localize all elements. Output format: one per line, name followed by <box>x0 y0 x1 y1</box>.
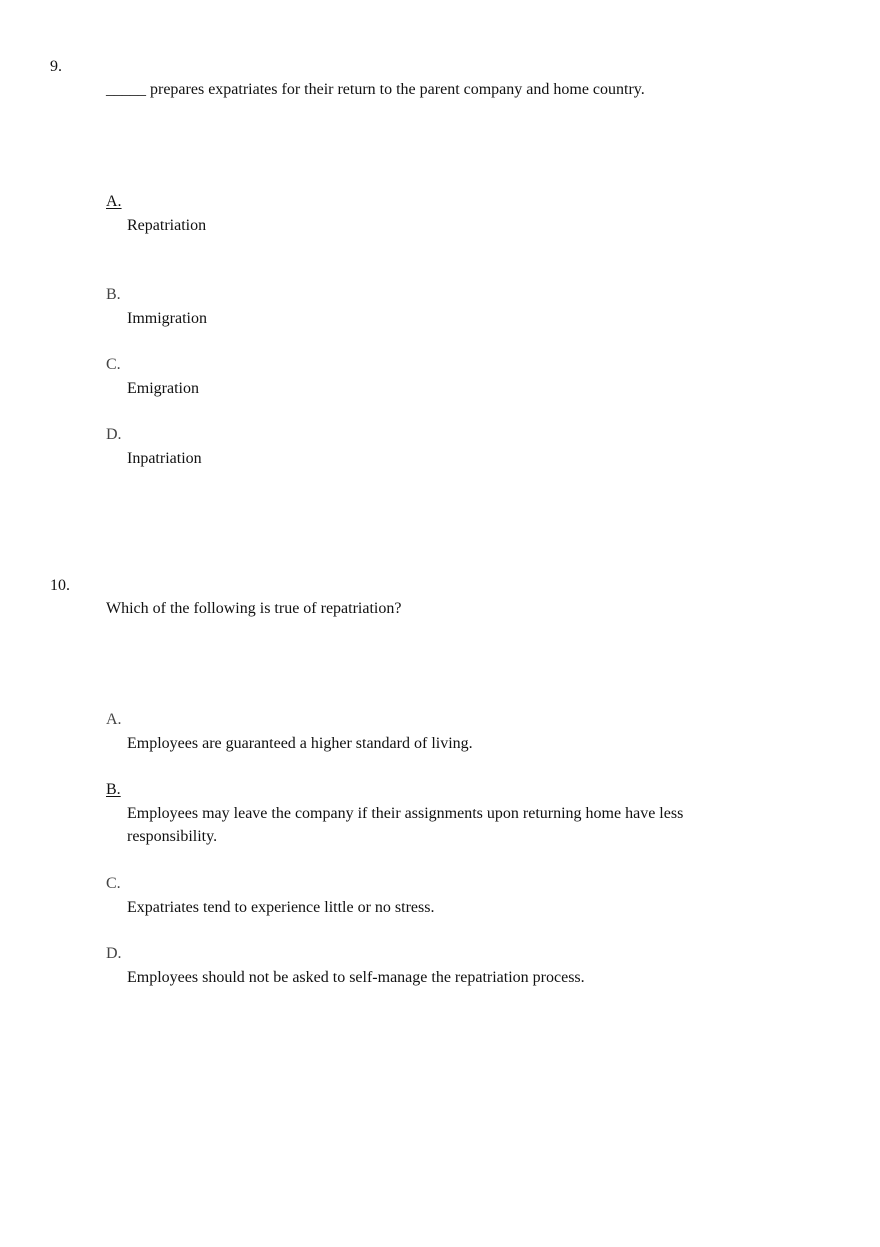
option-a[interactable] <box>106 709 737 755</box>
option-text: Emigration <box>127 380 199 397</box>
option-b[interactable] <box>106 779 737 848</box>
option-letter: B. <box>106 781 121 798</box>
option-letter: A. <box>106 193 122 210</box>
option-c[interactable] <box>106 873 737 919</box>
question-stem: Which of the following is true of repatriation? <box>106 600 402 617</box>
question-number: 10. <box>50 577 70 594</box>
option-text: Expatriates tend to experience little or no stress. <box>127 899 435 916</box>
option-text: Employees are guaranteed a higher standard of living. <box>127 735 473 752</box>
option-letter: B. <box>106 286 121 303</box>
question-stem: _____ prepares expatriates for their return to the parent company and home country. <box>106 81 645 98</box>
option-letter: A. <box>106 711 122 728</box>
option-d[interactable] <box>106 424 737 470</box>
question-number: 9. <box>50 58 62 75</box>
option-a[interactable] <box>106 191 207 237</box>
option-text: Immigration <box>127 310 207 327</box>
option-letter: D. <box>106 945 122 962</box>
option-text: Repatriation <box>127 217 207 234</box>
option-d[interactable] <box>106 943 737 989</box>
option-text: Employees should not be asked to self-manage the repatriation process. <box>127 969 585 986</box>
option-text: Employees may leave the company if their assignments upon returning home have less responsibility. <box>127 805 684 845</box>
option-b[interactable] <box>106 284 737 330</box>
option-text: Inpatriation <box>127 450 202 467</box>
option-letter: C. <box>106 356 121 373</box>
option-letter: D. <box>106 426 122 443</box>
option-letter: C. <box>106 875 121 892</box>
option-c[interactable] <box>106 354 737 400</box>
